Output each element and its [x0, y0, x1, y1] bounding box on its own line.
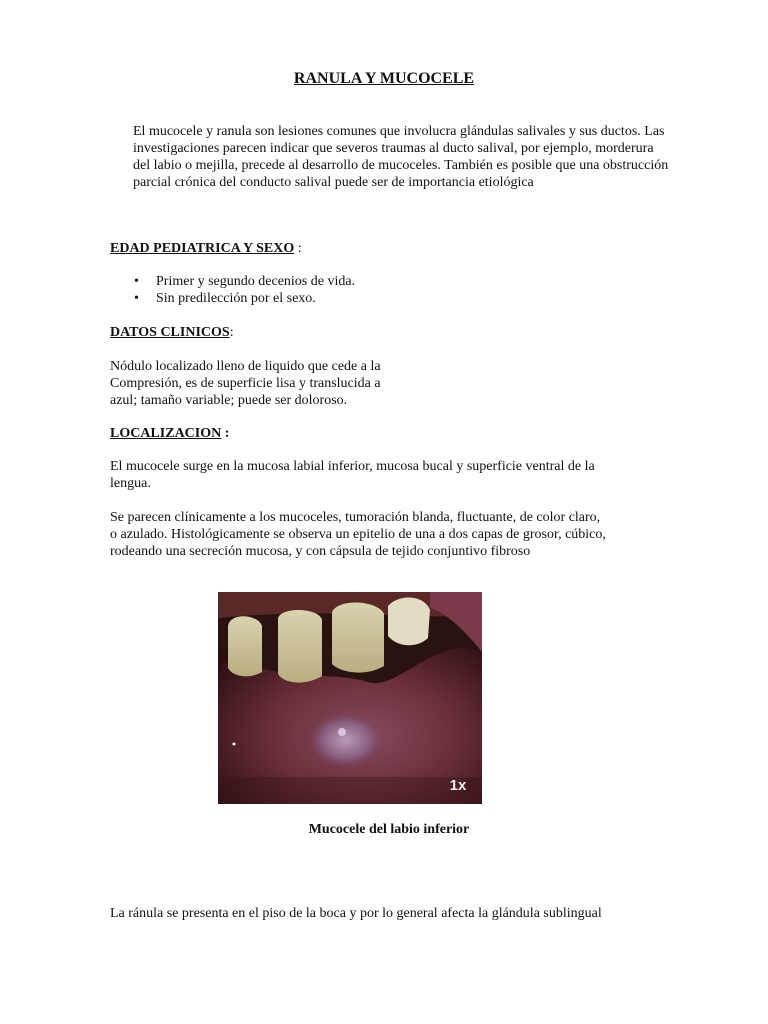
text-line: El mucocele surge en la mucosa labial inferior, mucosa bucal y superficie ventral de la: [110, 459, 595, 474]
heading-localizacion-text: LOCALIZACION: [110, 426, 222, 441]
heading-edad-text: EDAD PEDIATRICA Y SEXO: [110, 241, 295, 256]
heading-datos: [110, 324, 234, 341]
localizacion-paragraph-1: [110, 458, 670, 492]
text-line: azul; tamaño variable; puede ser doloroso.: [110, 393, 348, 408]
figure-caption: [0, 821, 768, 838]
text-line: lengua.: [110, 476, 151, 491]
text-line: rodeando una secreción mucosa, y con cápsula de tejido conjuntivo fibroso: [110, 544, 531, 559]
closing-paragraph: La ránula se presenta en el piso de la boca y por lo general afecta la glándula sublingual: [110, 906, 602, 921]
text-line: Nódulo localizado lleno de liquido que cede a la: [110, 359, 381, 374]
list-item-text: Primer y segundo decenios de vida.: [156, 274, 356, 289]
text-line: Se parecen clínicamente a los mucoceles, tumoración blanda, fluctuante, de color claro,: [110, 510, 601, 525]
bullet-icon: •: [134, 274, 139, 289]
text-line: Compresión, es de superficie lisa y translucida a: [110, 376, 381, 391]
magnification-label: 1x: [449, 777, 467, 794]
heading-localizacion-suffix: :: [221, 426, 230, 441]
localizacion-paragraph-2: [110, 509, 670, 560]
bullet-icon: •: [134, 291, 139, 306]
datos-paragraph: [110, 358, 670, 409]
intro-paragraph: El mucocele y ranula son lesiones comunes que involucra glándulas salivales y sus ductos. Las investigaciones parecen indicar que severos traumas al ducto salival, por ejemplo, morderura del labio o mejilla, precede al desarrollo de mucoceles. También es posible que una obstrucción parcial crónica del conducto salival puede ser de importancia etiológica: [133, 124, 669, 190]
heading-localizacion: [110, 425, 229, 442]
edad-bullet-list: [110, 273, 355, 307]
list-item-text: Sin predilección por el sexo.: [156, 291, 316, 306]
mucocele-photo-illustration: [218, 592, 482, 804]
heading-datos-text: DATOS CLINICOS: [110, 325, 230, 340]
document-title: RANULA Y MUCOCELE: [293, 70, 475, 87]
list-item: [110, 273, 355, 290]
heading-edad: [110, 240, 302, 257]
mucocele-photo: [218, 592, 482, 804]
text-line: o azulado. Histológicamente se observa un epitelio de una a dos capas de grosor, cúbico,: [110, 527, 606, 542]
heading-edad-suffix: :: [294, 241, 302, 256]
list-item: [110, 290, 355, 307]
figure-caption-text: Mucocele del labio inferior: [308, 822, 470, 837]
heading-datos-suffix: :: [229, 325, 234, 340]
